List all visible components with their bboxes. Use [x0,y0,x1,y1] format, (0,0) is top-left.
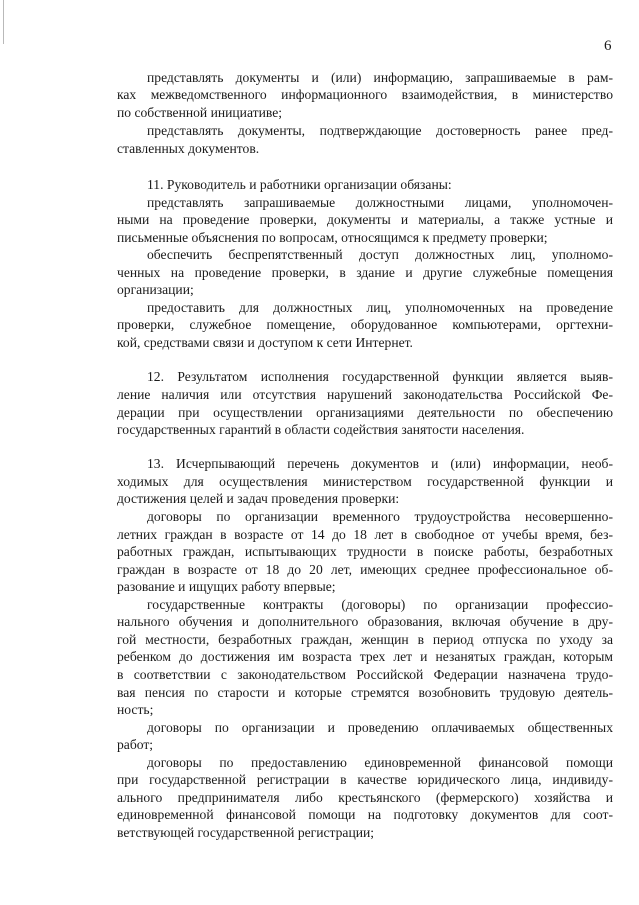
text-line: государственные контракты (договоры) по организации профессио- [147,597,613,612]
text-line: ального предпринимателя либо крестьянского (фермерского) хозяйства и [117,790,613,805]
text-line: кой, средствами связи и доступом к сети Интернет. [117,335,413,350]
text-line: договоры по организации и проведению оплачиваемых общественных [147,720,613,735]
text-line: разование и ищущих работу впервые; [117,579,336,594]
text-line: представлять документы и (или) информацию, запрашиваемые в рам- [147,70,613,85]
text-line: ребенком до достижения им возраста трех лет и незанятых граждан, которым [117,649,613,664]
text-line: ными на проведение проверки, документы и материалы, а также устные и [117,212,613,227]
text-line: письменные объяснения по вопросам, относящимся к предмету проверки; [117,230,548,245]
text-line: ставленных документов. [117,141,260,156]
text-line: ченных на проведение проверки, в здание и другие служебные помещения [117,265,613,280]
text-line: представлять запрашиваемые должностными лицами, уполномочен- [147,195,613,210]
text-line: в соответствии с законодательством Российской Федерации назначена трудо- [117,667,613,682]
text-line: договоры по предоставлению единовременной финансовой помощи [147,755,613,770]
text-line: нального обучения и дополнительного образования, включая обучение в дру- [117,614,613,629]
text-line: ность; [117,702,154,717]
text-line: ление наличия или отсутствия нарушений законодательства Российской Фе- [117,387,613,402]
text-line: работных граждан, испытывающих трудности в поиске работы, безработных [117,544,613,559]
text-line: гой местности, безработных граждан, женщин в период отпуска по уходу за [117,632,613,647]
section-heading-11: 11. Руководитель и работники организации обязаны: [147,177,452,192]
page-number: 6 [604,38,612,54]
text-line: ках межведомственного информационного взаимодействия, в министерство [117,87,613,102]
text-line: по собственной инициативе; [117,105,283,120]
text-line: ветствующей государственной регистрации; [117,825,375,840]
text-line: проверки, служебное помещение, оборудованное компьютерами, оргтехни- [117,317,613,332]
text-line: договоры по организации временного трудоустройства несовершенно- [147,509,613,524]
text-line: дерации при осуществлении организациями деятельности по обеспечению [117,405,613,420]
text-line: единовременной финансовой помощи на подготовку документов для соот- [117,807,613,822]
text-line: вая пенсия по старости и которые стремятся возобновить трудовую деятель- [117,685,613,700]
text-line: организации; [117,282,194,297]
text-line: государственных гарантий в области содействия занятости населения. [117,422,525,437]
scan-edge-mark [3,0,4,44]
text-line: граждан в возрасте от 18 до 20 лет, имеющих среднее профессиональное об- [117,562,613,577]
text-line: обеспечить беспрепятственный доступ должностных лиц, уполномо- [147,247,613,262]
section-heading-13: 13. Исчерпывающий перечень документов и (или) информации, необ- [147,456,613,471]
text-line: при государственной регистрации в качестве юридического лица, индивиду- [117,772,613,787]
text-line: летних граждан в возрасте от 14 до 18 лет в свободное от учебы время, без- [117,527,613,542]
text-line: работ; [117,737,154,752]
text-line: ходимых для осуществления министерством государственной функции и [117,474,613,489]
text-line: достижения целей и задач проведения проверки: [117,491,400,506]
text-line: представлять документы, подтверждающие достоверность ранее пред- [147,123,613,138]
section-heading-12: 12. Результатом исполнения государственной функции является выяв- [147,369,613,384]
text-line: предоставить для должностных лиц, уполномоченных на проведение [147,300,613,315]
